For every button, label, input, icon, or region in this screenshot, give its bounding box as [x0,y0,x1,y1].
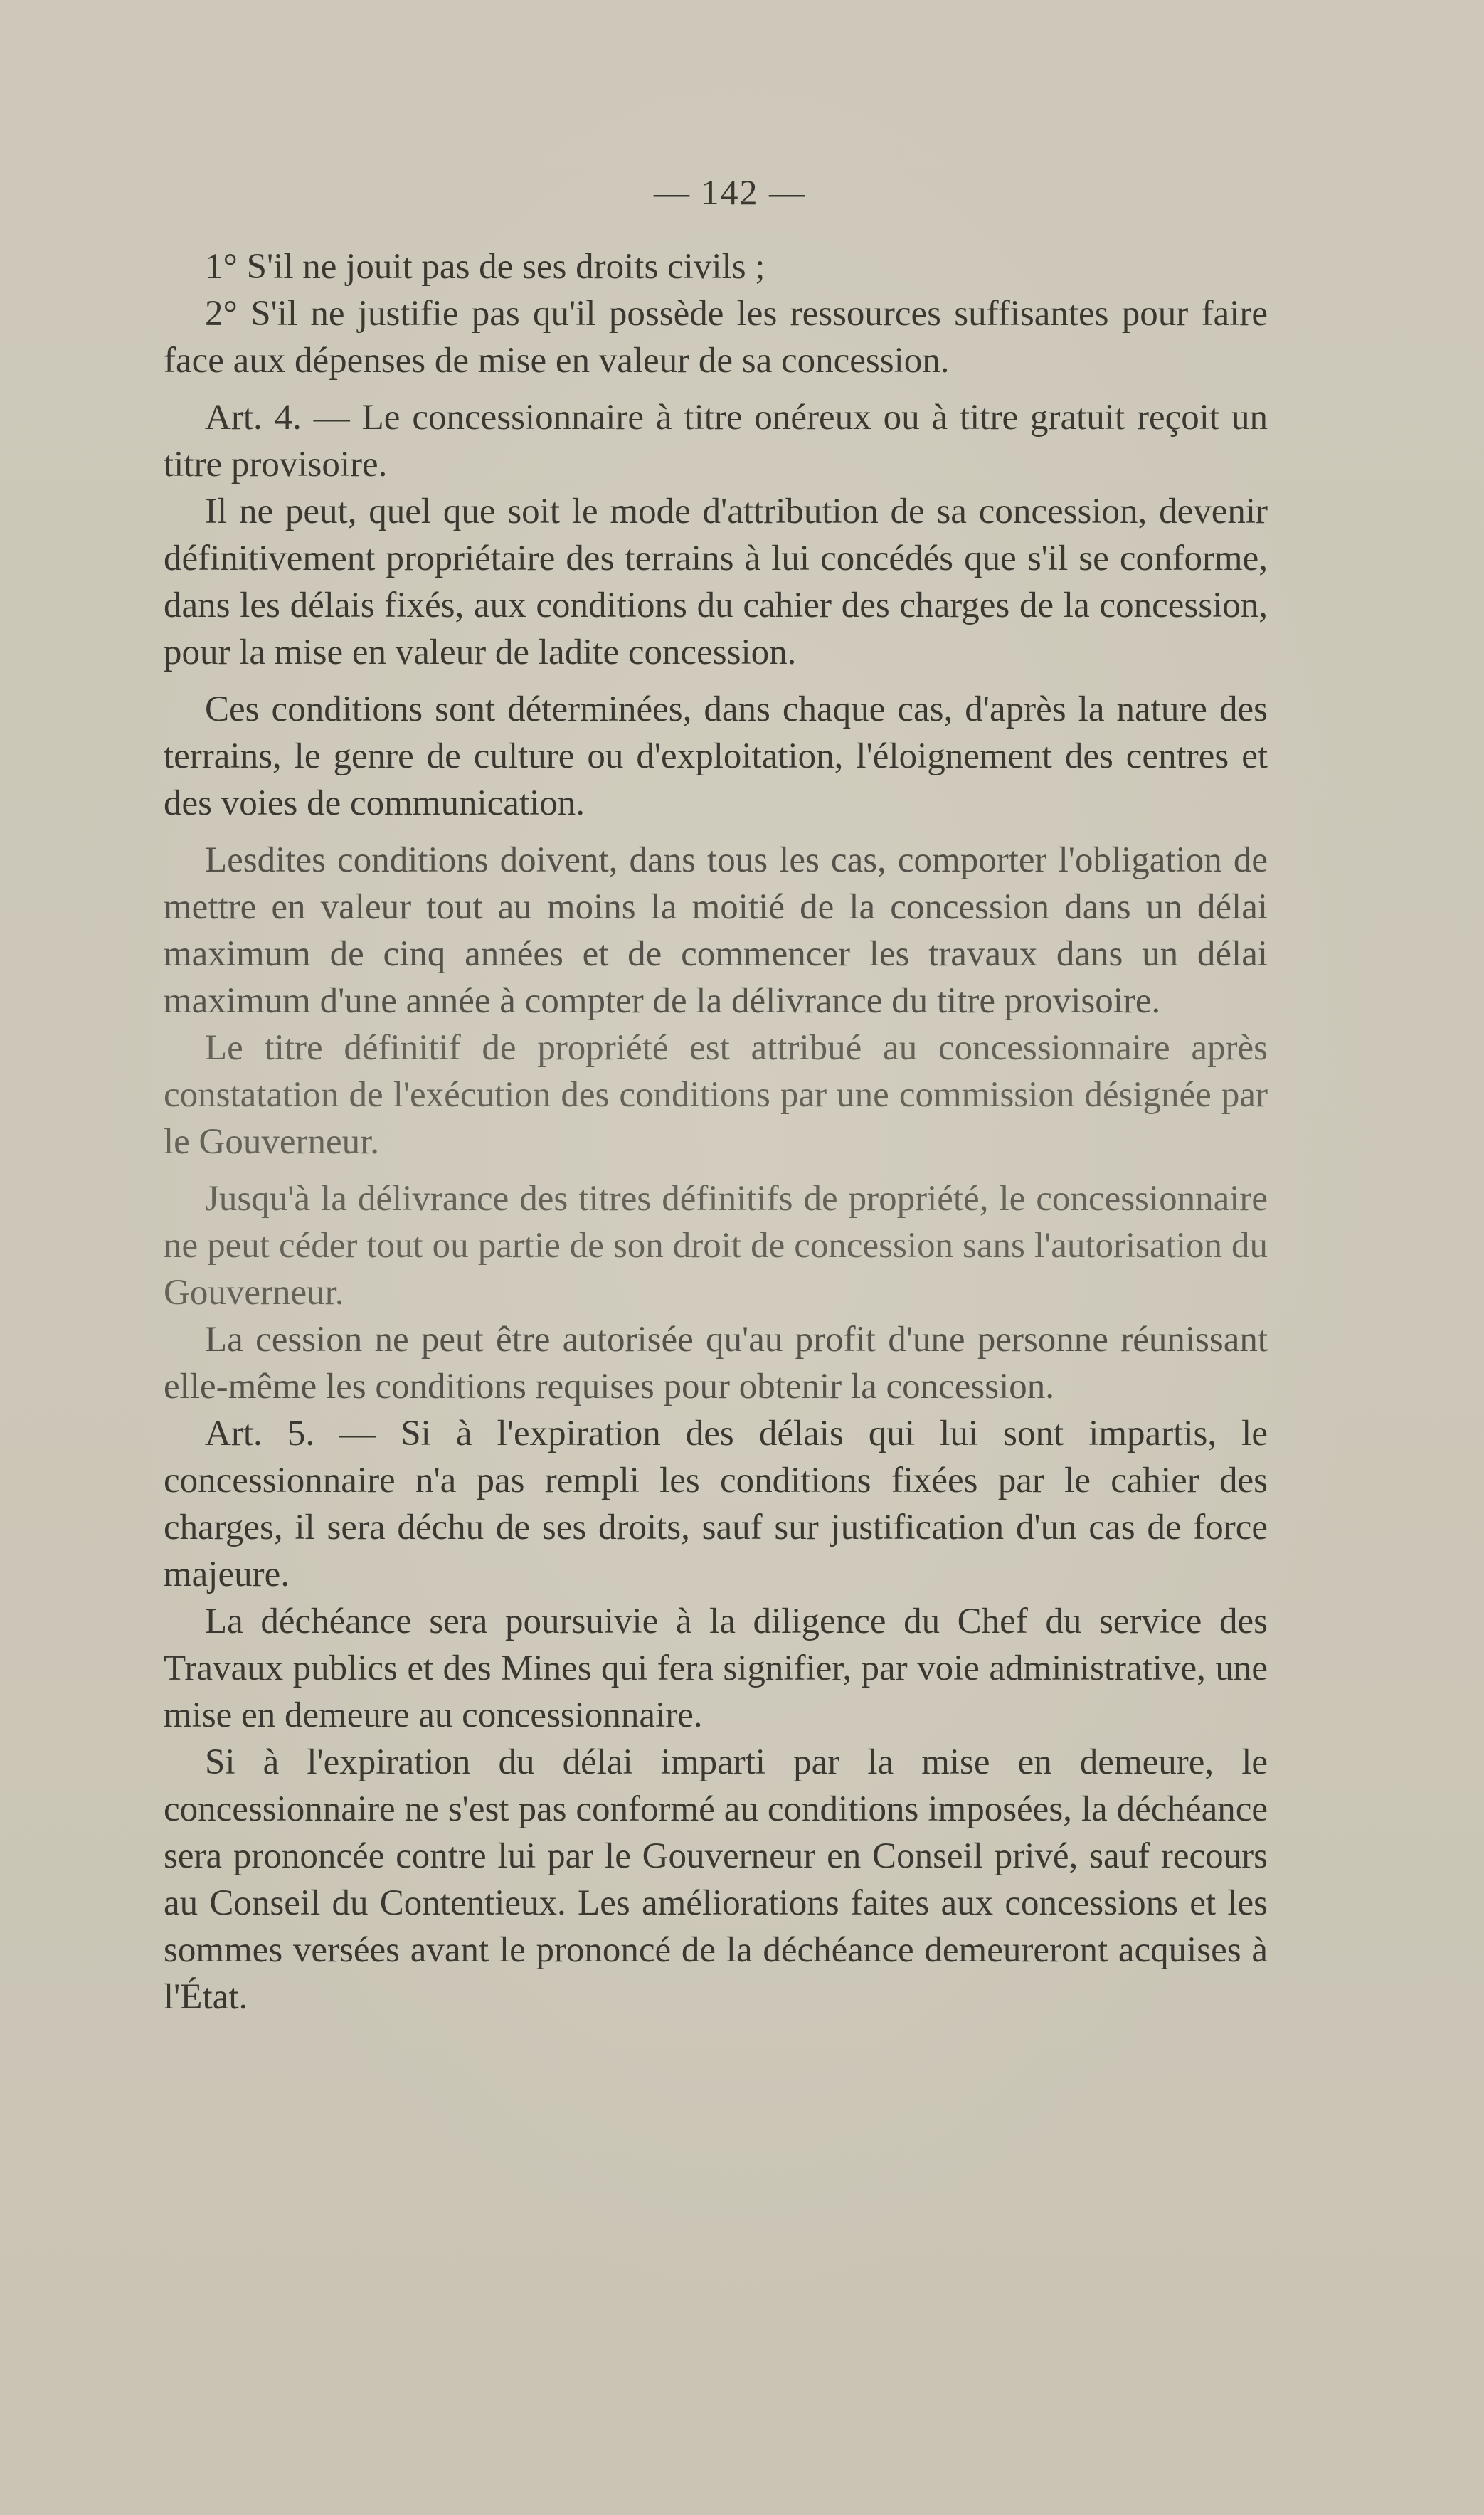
page-number: — 142 — [654,172,806,212]
paragraph-conditions-determined: Ces conditions sont déterminées, dans chaque cas, d'après la nature des terrains, le genre de culture ou d'exploitation, l'éloignement des centres et des voies de communication. [164,689,1268,823]
paragraph-conditions-obligation: Lesdites conditions doivent, dans tous les cas, comporter l'obligation de mettre en valeur tout au moins la moitié de la concession dans un délai maximum de cinq années et de commencer les travaux dans un délai maximum d'une année à compter de la délivrance du titre provisoire. [164,840,1268,1021]
paragraph-forfeiture-procedure: La déchéance sera poursuivie à la diligence du Chef du service des Travaux publics et des Mines qui fera signifier, par voie administrative, une mise en demeure au concessionnaire. [164,1601,1268,1735]
paragraph-condition-2: 2° S'il ne justifie pas qu'il possède les ressources suffisantes pour faire face aux dépenses de mise en valeur de sa concession. [164,294,1268,381]
paragraph-article-5: Art. 5. — Si à l'expiration des délais qui lui sont impartis, le concessionnaire n'a pas rempli les conditions fixées par le cahier des charges, il sera déchu de ses droits, sauf sur justification d'un cas de force majeure. [164,1414,1268,1594]
paragraph-transfer-authorisation: La cession ne peut être autorisée qu'au profit d'une personne réunissant elle-même les conditions requises pour obtenir la concession. [164,1320,1268,1407]
paragraph-transfer-restriction: Jusqu'à la délivrance des titres définitifs de propriété, le concessionnaire ne peut céder tout ou partie de son droit de concession sans l'autorisation du Gouverneur. [164,1179,1268,1313]
paragraph-definitive-title: Le titre définitif de propriété est attribué au concessionnaire après constatation de l'exécution des conditions par une commission désignée par le Gouverneur. [164,1028,1268,1162]
paragraph-definitive-ownership: Il ne peut, quel que soit le mode d'attribution de sa concession, devenir définitivement propriétaire des terrains à lui concédés que s'il se conforme, dans les délais fixés, aux conditions du cahier des charges de la concession, pour la mise en valeur de ladite concession. [164,492,1268,672]
paragraph-condition-1: 1° S'il ne jouit pas de ses droits civils ; [205,247,765,287]
paragraph-forfeiture-pronouncement: Si à l'expiration du délai imparti par la mise en demeure, le concessionnaire ne s'est pas conformé au conditions imposées, la déchéance sera prononcée contre lui par le Gouverneur en Conseil privé, sauf recours au Conseil du Contentieux. Les améliorations faites aux concessions et les sommes versées avant le prononcé de la déchéance demeureront acquises à l'État. [164,1742,1268,2017]
page-text [164,171,1268,2021]
paragraph-article-4: Art. 4. — Le concessionnaire à titre onéreux ou à titre gratuit reçoit un titre provisoire. [164,398,1268,485]
